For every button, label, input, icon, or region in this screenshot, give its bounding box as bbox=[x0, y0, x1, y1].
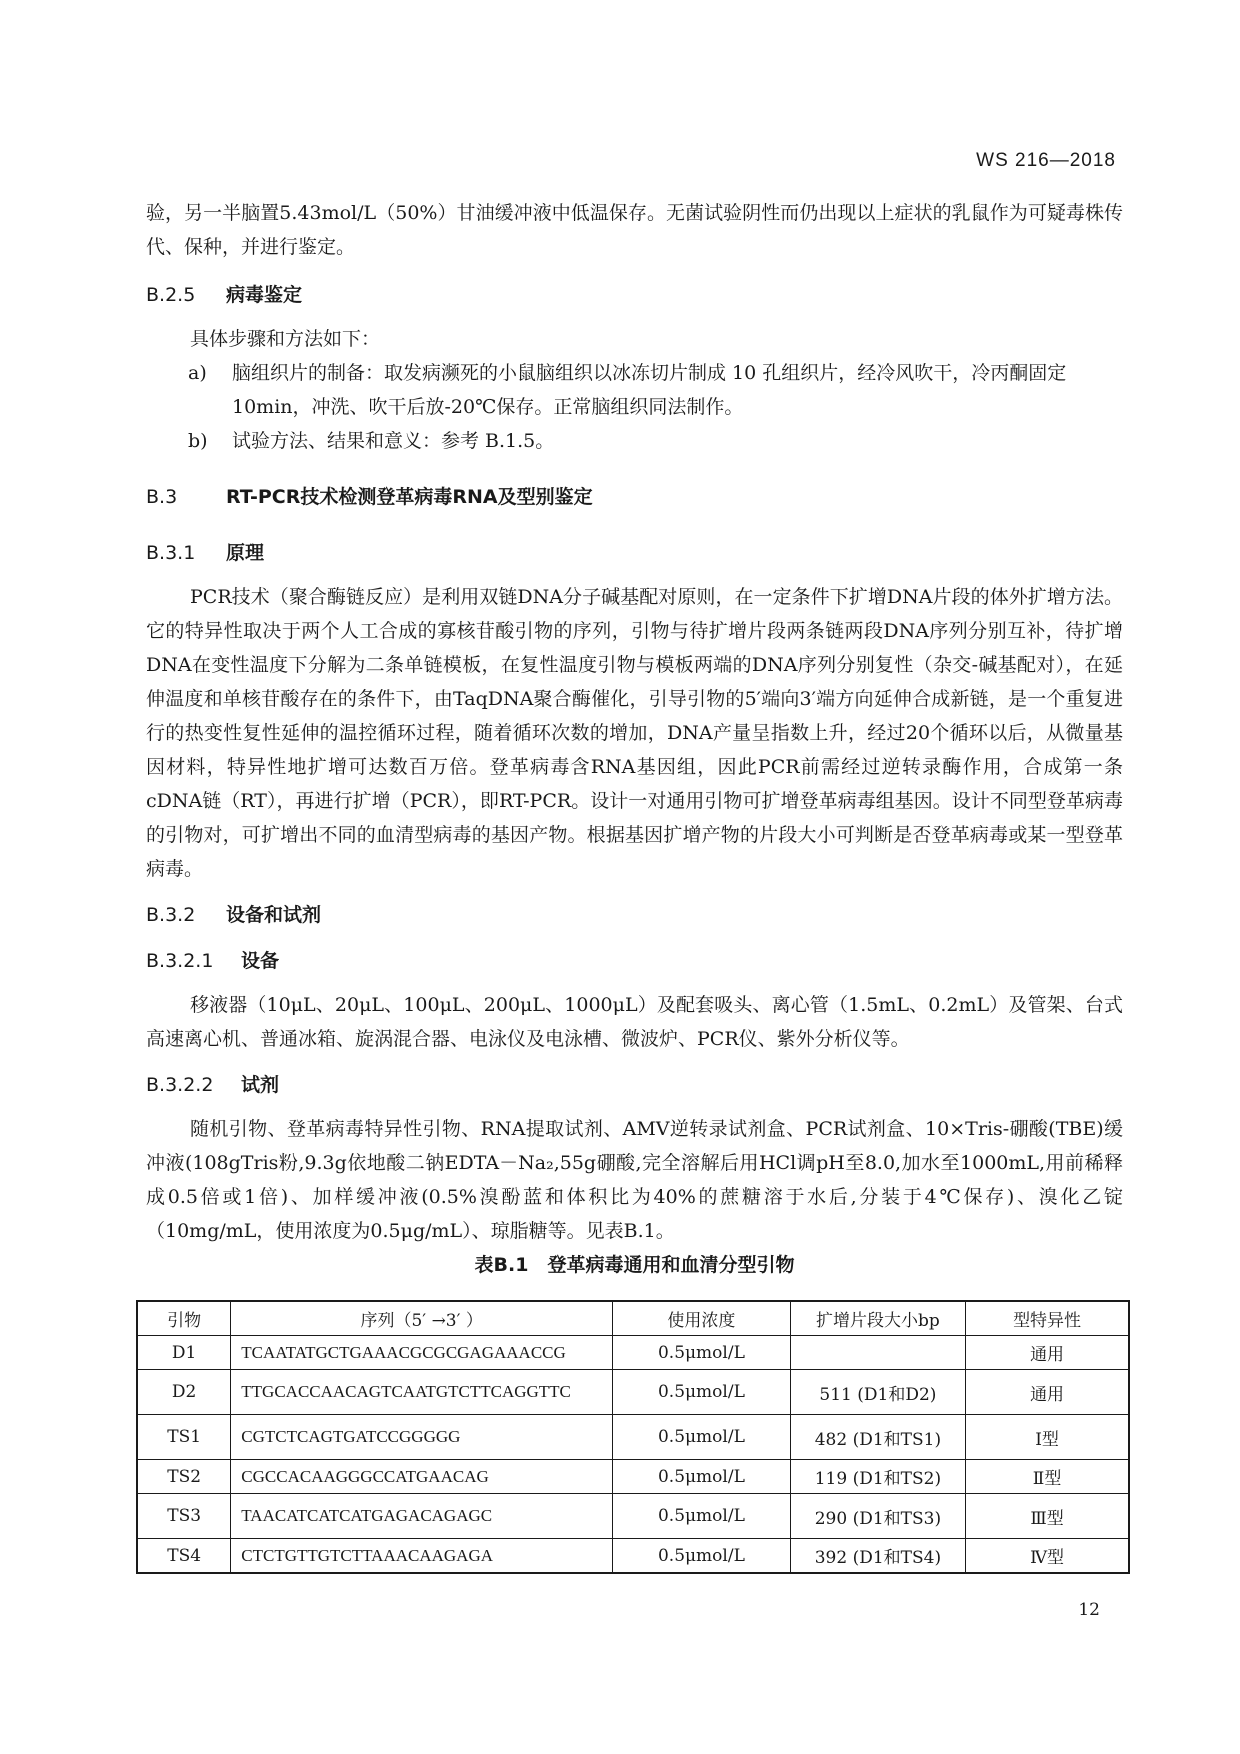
steps-list bbox=[146, 356, 1123, 458]
cell-fragment-size bbox=[790, 1336, 965, 1370]
cell-primer: TS1 bbox=[137, 1415, 231, 1460]
paragraph-principle: PCR技术（聚合酶链反应）是利用双链DNA分子碱基配对原则，在一定条件下扩增DNA片段的体外扩增方法。它的特异性取决于两个人工合成的寡核苷酸引物的序列，引物与待扩增片段两条链两段DNA序列分别互补，待扩增DNA在变性温度下分解为二条单链模板，在复性温度引物与模板两端的DNA序列分别复性（杂交-碱基配对），在延伸温度和单核苷酸存在的条件下，由TaqDNA聚合酶催化，引导引物的5′端向3′端方向延伸合成新链，是一个重复进行的热变性复性延伸的温控循环过程，随着循环次数的增加，DNA产量呈指数上升，经过20个循环以后，从微量基因材料，特异性地扩增可达数百万倍。登革病毒含RNA基因组，因此PCR前需经过逆转录酶作用，合成第一条cDNA链（RT），再进行扩增（PCR），即RT-PCR。设计一对通用引物可扩增登革病毒组基因。设计不同型登革病毒的引物对，可扩增出不同的血清型病毒的基因产物。根据基因扩增产物的片段大小可判断是否登革病毒或某一型登革病毒。 bbox=[146, 586, 1123, 880]
col-header-primer: 引物 bbox=[137, 1301, 231, 1336]
table-row bbox=[137, 1370, 1129, 1415]
heading-title: 病毒鉴定 bbox=[226, 284, 303, 306]
table-row bbox=[137, 1539, 1129, 1574]
table-row bbox=[137, 1494, 1129, 1539]
col-header-sequence: 序列（5′ →3′ ） bbox=[231, 1301, 613, 1336]
cell-fragment-size: 511 (D1和D2) bbox=[790, 1370, 965, 1415]
list-text: 脑组织片的制备：取发病濒死的小鼠脑组织以冰冻切片制成 10 孔组织片，经冷风吹干，冷丙酮固定 10min，冲洗、吹干后放-20℃保存。正常脑组织同法制作。 bbox=[232, 362, 1067, 418]
cell-fragment-size: 392 (D1和TS4) bbox=[790, 1539, 965, 1574]
cell-sequence: CGTCTCAGTGATCCGGGGG bbox=[231, 1415, 613, 1460]
cell-primer: D1 bbox=[137, 1336, 231, 1370]
list-marker: a) bbox=[188, 362, 207, 384]
heading-b321 bbox=[146, 944, 1123, 978]
cell-sequence: TCAATATGCTGAAACGCGCGAGAAACCG bbox=[231, 1336, 613, 1370]
cell-concentration: 0.5μmol/L bbox=[613, 1415, 791, 1460]
table-caption: 表B.1 登革病毒通用和血清分型引物 bbox=[474, 1254, 795, 1276]
heading-title: 设备和试剂 bbox=[226, 904, 322, 926]
cell-concentration: 0.5μmol/L bbox=[613, 1494, 791, 1539]
table-row bbox=[137, 1460, 1129, 1494]
col-header-fragment-size: 扩增片段大小bp bbox=[790, 1301, 965, 1336]
paragraph-steps-intro: 具体步骤和方法如下： bbox=[190, 328, 381, 350]
table-header-row bbox=[137, 1301, 1129, 1336]
cell-fragment-size: 482 (D1和TS1) bbox=[790, 1415, 965, 1460]
heading-number: B.3.2 bbox=[146, 904, 196, 926]
list-marker: b) bbox=[188, 430, 208, 452]
heading-title: 原理 bbox=[226, 542, 265, 564]
col-header-specificity: 型特异性 bbox=[966, 1301, 1129, 1336]
cell-specificity: 通用 bbox=[966, 1370, 1129, 1415]
heading-title: 设备 bbox=[241, 950, 280, 972]
paragraph-reagents: 随机引物、登革病毒特异性引物、RNA提取试剂、AMV逆转录试剂盒、PCR试剂盒、10×Tris-硼酸(TBE)缓冲液(108gTris粉,9.3g依地酸二钠EDTA－Na₂,55g硼酸,完全溶解后用HCl调pH至8.0,加水至1000mL,用前稀释成0.5倍或1倍)、加样缓冲液(0.5%溴酚蓝和体积比为40%的蔗糖溶于水后,分装于4℃保存)、溴化乙锭（10mg/mL，使用浓度为0.5μg/mL）、琼脂糖等。见表B.1。 bbox=[146, 1118, 1123, 1242]
col-header-concentration: 使用浓度 bbox=[613, 1301, 791, 1336]
cell-specificity: Ⅱ型 bbox=[966, 1460, 1129, 1494]
paragraph-equipment: 移液器（10μL、20μL、100μL、200μL、1000μL）及配套吸头、离心管（1.5mL、0.2mL）及管架、台式高速离心机、普通冰箱、旋涡混合器、电泳仪及电泳槽、微波炉、PCR仪、紫外分析仪等。 bbox=[146, 994, 1123, 1050]
heading-number: B.2.5 bbox=[146, 284, 196, 306]
cell-concentration: 0.5μmol/L bbox=[613, 1336, 791, 1370]
cell-sequence: TTGCACCAACAGTCAATGTCTTCAGGTTC bbox=[231, 1370, 613, 1415]
standard-number: WS 216—2018 bbox=[976, 150, 1116, 171]
table-row bbox=[137, 1336, 1129, 1370]
heading-number: B.3 bbox=[146, 486, 178, 508]
cell-sequence: CTCTGTTGTCTTAAACAAGAGA bbox=[231, 1539, 613, 1574]
cell-sequence: TAACATCATCATGAGACAGAGC bbox=[231, 1494, 613, 1539]
cell-primer: TS2 bbox=[137, 1460, 231, 1494]
cell-fragment-size: 119 (D1和TS2) bbox=[790, 1460, 965, 1494]
cell-primer: TS3 bbox=[137, 1494, 231, 1539]
heading-title: 试剂 bbox=[241, 1074, 280, 1096]
heading-b32 bbox=[146, 898, 1123, 932]
cell-specificity: Ⅳ型 bbox=[966, 1539, 1129, 1574]
heading-b322 bbox=[146, 1068, 1123, 1102]
primer-table bbox=[136, 1300, 1130, 1574]
cell-specificity: 通用 bbox=[966, 1336, 1129, 1370]
heading-b31 bbox=[146, 536, 1123, 570]
heading-b25 bbox=[146, 278, 1123, 312]
paragraph-continuation: 验，另一半脑置5.43mol/L（50%）甘油缓冲液中低温保存。无菌试验阴性而仍出现以上症状的乳鼠作为可疑毒株传代、保种，并进行鉴定。 bbox=[146, 202, 1123, 258]
list-text: 试验方法、结果和意义：参考 B.1.5。 bbox=[232, 430, 555, 452]
list-item bbox=[146, 356, 1123, 424]
heading-number: B.3.2.2 bbox=[146, 1074, 214, 1096]
document-body bbox=[146, 196, 1123, 1278]
cell-primer: D2 bbox=[137, 1370, 231, 1415]
list-item bbox=[146, 424, 1123, 458]
heading-title: RT-PCR技术检测登革病毒RNA及型别鉴定 bbox=[226, 486, 593, 508]
cell-specificity: Ⅲ型 bbox=[966, 1494, 1129, 1539]
cell-primer: TS4 bbox=[137, 1539, 231, 1574]
heading-number: B.3.2.1 bbox=[146, 950, 214, 972]
page-number: 12 bbox=[1078, 1600, 1100, 1620]
table-row bbox=[137, 1415, 1129, 1460]
cell-concentration: 0.5μmol/L bbox=[613, 1370, 791, 1415]
cell-concentration: 0.5μmol/L bbox=[613, 1539, 791, 1574]
cell-fragment-size: 290 (D1和TS3) bbox=[790, 1494, 965, 1539]
heading-number: B.3.1 bbox=[146, 542, 196, 564]
cell-sequence: CGCCACAAGGGCCATGAACAG bbox=[231, 1460, 613, 1494]
cell-specificity: Ⅰ型 bbox=[966, 1415, 1129, 1460]
cell-concentration: 0.5μmol/L bbox=[613, 1460, 791, 1494]
heading-b3 bbox=[146, 480, 1123, 514]
